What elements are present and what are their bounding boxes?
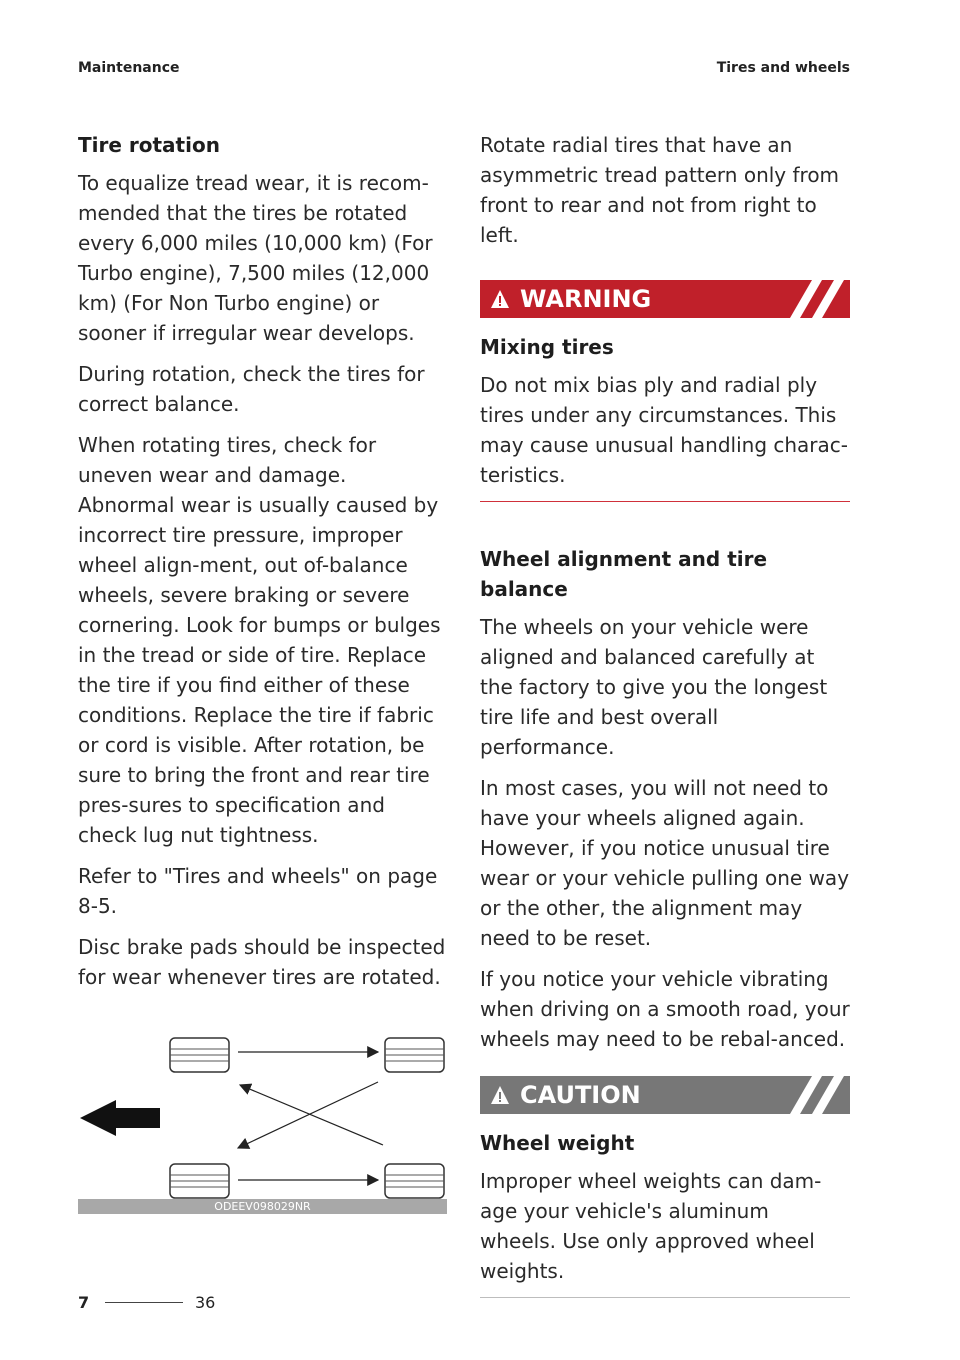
caution-triangle-icon [490,1085,510,1105]
rotation-arrow-cross-up [240,1085,383,1145]
diagram-code: ODEEV098029NR [78,1199,447,1214]
footer-page-number: 36 [195,1293,216,1312]
caution-title: Wheel weight [480,1131,635,1155]
running-header-chapter: Tires and wheels [716,60,850,76]
warning-banner [480,280,850,318]
caution-text: Improper wheel weights can dam-age your vehicle's aluminum wheels. Use only approved wheel weights. [480,1169,822,1283]
section-title-wheel-alignment: Wheel alignment and tire balance [480,547,768,601]
footer-chapter-number: 7 [78,1293,90,1312]
tire-rear-left-icon [170,1164,229,1198]
paragraph: When rotating tires, check for uneven wear and damage. Abnormal wear is usually caused by incorrect tire pressure, improper wheel align-ment, out of-balance wheels, severe braking or severe cornering. Look for bumps or bulges in the tread or side of tire. Replace the tire if you find either of these conditions. Replace the tire if fabric or cord is visible. After rotation, be sure to bring the front and rear tire pres-sures to specification and check lug nut tightness. [78,433,441,847]
paragraph: Refer to "Tires and wheels" on page 8-5. [78,864,438,918]
paragraph: During rotation, check the tires for correct balance. [78,362,425,416]
caution-divider [480,1297,850,1298]
paragraph: To equalize tread wear, it is recom-mended that the tires be rotated every 6,000 miles (10,000 km) (For Turbo engine), 7,500 miles (12,000 km) (For Non Turbo engine) or sooner if irregular wear develops. [78,171,433,345]
tire-rotation-diagram [78,1030,448,1214]
paragraph: In most cases, you will not need to have your wheels aligned again. However, if you notice unusual tire wear or your vehicle pulling one way or the other, the alignment may need to be reset. [480,776,850,950]
section-title-tire-rotation: Tire rotation [78,133,220,157]
warning-divider [480,501,850,502]
banner-slashes-icon [790,1076,844,1114]
rotation-arrow-cross-down [238,1082,378,1148]
paragraph: Rotate radial tires that have an asymmetric tread pattern only from front to rear and not from right to left. [480,133,840,247]
banner-slashes-icon [790,280,844,318]
caution-label: CAUTION [520,1081,641,1109]
tire-rear-right-icon [385,1164,444,1198]
warning-title: Mixing tires [480,335,614,359]
caution-banner [480,1076,850,1114]
paragraph: If you notice your vehicle vibrating when driving on a smooth road, your wheels may need to be rebal-anced. [480,967,850,1051]
tire-front-left-icon [170,1038,229,1072]
footer-divider [105,1302,183,1303]
warning-label: WARNING [520,285,652,313]
paragraph: Disc brake pads should be inspected for wear whenever tires are rotated. [78,935,446,989]
vehicle-direction-arrow-icon [80,1100,160,1136]
warning-text: Do not mix bias ply and radial ply tires under any circumstances. This may cause unusual handling charac-teristics. [480,373,848,487]
left-column [78,130,448,1003]
running-header-section: Maintenance [78,60,180,76]
paragraph: The wheels on your vehicle were aligned and balanced carefully at the factory to give you the longest tire life and best overall performance. [480,615,828,759]
right-column [480,130,850,1298]
tire-front-right-icon [385,1038,444,1072]
warning-triangle-icon [490,289,510,309]
